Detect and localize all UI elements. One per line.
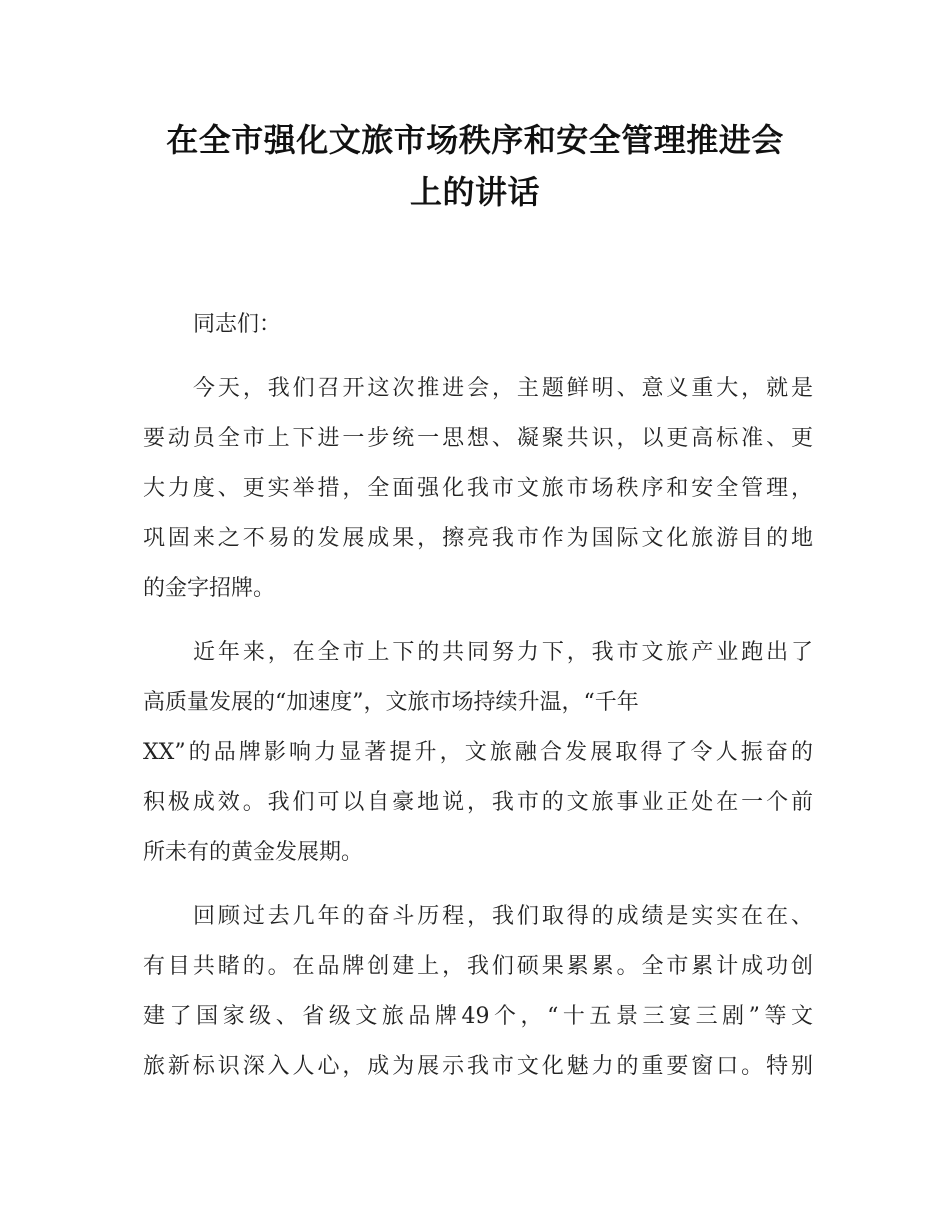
text-line: 回顾过去几年的奋斗历程，我们取得的成绩是实实在在、 [193, 904, 813, 929]
text-line: 巩固来之不易的发展成果，擦亮我市作为国际文化旅游目的地 [143, 526, 813, 551]
title-line: 在全市强化文旅市场秩序和安全管理推进会 [166, 121, 784, 159]
text-line: 建了国家级、省级文旅品牌49个，“十五景三宴三剧”等文 [143, 1004, 813, 1029]
body-paragraph [143, 628, 813, 878]
text-line: 有目共睹的。在品牌创建上，我们硕果累累。全市累计成功创 [143, 954, 813, 979]
text-line: 旅新标识深入人心，成为展示我市文化魅力的重要窗口。特别 [143, 1054, 813, 1079]
body-paragraph [143, 892, 813, 1092]
text-line: 同志们： [193, 312, 282, 337]
document-title [120, 114, 830, 218]
text-line: 的金字招牌。 [143, 576, 276, 601]
text-line: 积极成效。我们可以自豪地说，我市的文旅事业正处在一个前 [143, 790, 813, 815]
text-line: XX”的品牌影响力显著提升，文旅融合发展取得了令人振奋的 [143, 740, 813, 765]
salutation-paragraph [143, 300, 813, 350]
body-paragraph [143, 364, 813, 614]
text-line: 要动员全市上下进一步统一思想、凝聚共识，以更高标准、更 [143, 426, 813, 451]
text-line: 近年来，在全市上下的共同努力下，我市文旅产业跑出了 [193, 640, 813, 665]
text-line: 大力度、更实举措，全面强化我市文旅市场秩序和安全管理， [143, 476, 813, 501]
text-line: 所未有的黄金发展期。 [143, 840, 364, 865]
title-line: 上的讲话 [409, 173, 540, 211]
document-body [143, 300, 813, 1106]
text-line: 今天，我们召开这次推进会，主题鲜明、意义重大，就是 [193, 376, 813, 401]
text-line: 高质量发展的“加速度”，文旅市场持续升温，“千年 [143, 690, 639, 715]
